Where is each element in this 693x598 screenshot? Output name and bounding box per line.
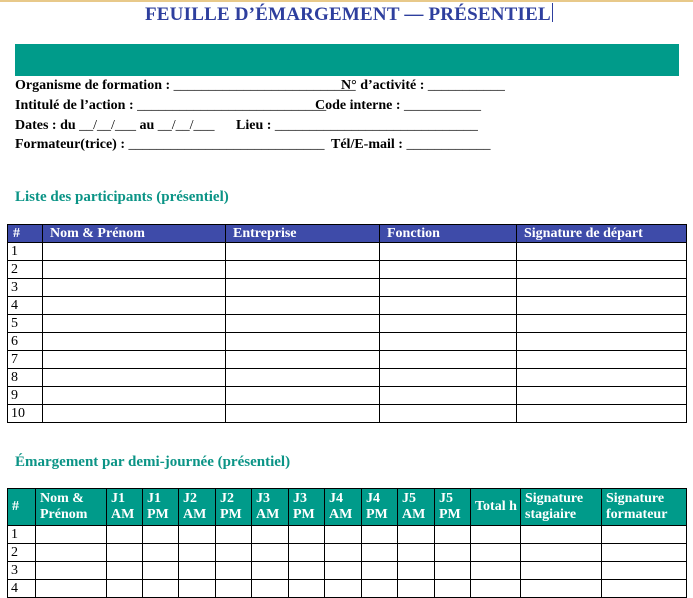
row-number: 1	[8, 243, 43, 261]
entry-cell[interactable]	[252, 526, 289, 544]
tel-blank[interactable]: ____________	[406, 137, 491, 152]
entry-cell[interactable]	[380, 387, 517, 405]
entry-cell[interactable]	[517, 297, 687, 315]
table-row	[8, 297, 687, 315]
entry-cell[interactable]	[289, 526, 325, 544]
entry-cell[interactable]	[471, 562, 521, 580]
field-tel-email	[331, 137, 490, 153]
dates-to-blank[interactable]: __/__/___	[157, 118, 215, 133]
table-row	[8, 387, 687, 405]
emargement-col-header: Signature stagiaire	[521, 489, 602, 526]
formateur-blank[interactable]: ____________________________	[128, 137, 325, 152]
participants-header-row	[8, 225, 687, 243]
entry-cell[interactable]	[43, 297, 226, 315]
entry-cell[interactable]	[521, 526, 602, 544]
entry-cell[interactable]	[43, 405, 226, 423]
entry-cell[interactable]	[380, 261, 517, 279]
entry-cell[interactable]	[517, 333, 687, 351]
entry-cell[interactable]	[517, 351, 687, 369]
organisme-label: Organisme de formation :	[15, 78, 171, 93]
entry-cell[interactable]	[252, 544, 289, 562]
emargement-col-header: J4 PM	[362, 489, 398, 526]
entry-cell[interactable]	[602, 580, 687, 598]
entry-cell[interactable]	[43, 243, 226, 261]
entry-cell[interactable]	[107, 580, 143, 598]
entry-cell[interactable]	[107, 544, 143, 562]
entry-cell[interactable]	[107, 562, 143, 580]
participants-heading: Liste des participants (présentiel)	[15, 189, 229, 205]
table-row	[8, 333, 687, 351]
row-number: 7	[8, 351, 43, 369]
emargement-col-header: Nom & Prénom	[36, 489, 107, 526]
entry-cell[interactable]	[380, 315, 517, 333]
entry-cell[interactable]	[143, 562, 179, 580]
entry-cell[interactable]	[216, 544, 252, 562]
entry-cell[interactable]	[43, 261, 226, 279]
activite-label: N° d’activité :	[341, 78, 425, 93]
entry-cell[interactable]	[517, 315, 687, 333]
emargement-col-header: J1 PM	[143, 489, 179, 526]
participants-col-header: Entreprise	[226, 225, 380, 243]
row-number: 9	[8, 387, 43, 405]
entry-cell[interactable]	[226, 297, 380, 315]
entry-cell[interactable]	[517, 387, 687, 405]
entry-cell[interactable]	[43, 315, 226, 333]
emargement-heading: Émargement par demi-journée (présentiel)	[15, 454, 291, 470]
entry-cell[interactable]	[325, 526, 362, 544]
emargement-col-header: J1 AM	[107, 489, 143, 526]
entry-cell[interactable]	[325, 544, 362, 562]
field-dates	[15, 118, 215, 134]
entry-cell[interactable]	[226, 333, 380, 351]
emargement-header-row	[8, 489, 687, 526]
entry-cell[interactable]	[143, 580, 179, 598]
entry-cell[interactable]	[398, 562, 435, 580]
entry-cell[interactable]	[143, 544, 179, 562]
table-row	[8, 562, 687, 580]
participants-col-header: Signature de départ	[517, 225, 687, 243]
emargement-col-header: J3 AM	[252, 489, 289, 526]
participants-col-header: Nom & Prénom	[43, 225, 226, 243]
table-row	[8, 544, 687, 562]
field-lieu	[236, 118, 478, 134]
page-top-border	[0, 0, 693, 2]
table-row	[8, 261, 687, 279]
emargement-col-header: Total h	[471, 489, 521, 526]
code-label: Code interne :	[315, 98, 401, 113]
intitule-blank[interactable]: ___________________________	[137, 98, 327, 113]
entry-cell[interactable]	[43, 333, 226, 351]
entry-cell[interactable]	[179, 544, 216, 562]
entry-cell[interactable]	[517, 369, 687, 387]
entry-cell[interactable]	[380, 369, 517, 387]
entry-cell[interactable]	[216, 526, 252, 544]
entry-cell[interactable]	[517, 405, 687, 423]
emargement-col-header: J2 AM	[179, 489, 216, 526]
row-number: 6	[8, 333, 43, 351]
entry-cell[interactable]	[521, 562, 602, 580]
dates-from-blank[interactable]: __/__/___	[79, 118, 136, 133]
entry-cell[interactable]	[289, 580, 325, 598]
emargement-col-header: #	[8, 489, 36, 526]
entry-cell[interactable]	[226, 351, 380, 369]
field-code-interne	[315, 98, 481, 114]
activite-blank[interactable]: ___________	[427, 78, 505, 93]
organisme-blank[interactable]: __________________________	[173, 78, 356, 93]
entry-cell[interactable]	[143, 526, 179, 544]
entry-cell[interactable]	[216, 562, 252, 580]
entry-cell[interactable]	[517, 279, 687, 297]
table-row	[8, 279, 687, 297]
entry-cell[interactable]	[602, 526, 687, 544]
dates-au-label: au	[139, 118, 155, 133]
title-text: FEUILLE D’ÉMARGEMENT — PRÉSENTIEL	[145, 4, 551, 25]
field-intitule	[15, 98, 326, 114]
row-number: 2	[8, 544, 36, 562]
row-number: 2	[8, 261, 43, 279]
entry-cell[interactable]	[380, 405, 517, 423]
entry-cell[interactable]	[471, 544, 521, 562]
entry-cell[interactable]	[43, 279, 226, 297]
row-number: 5	[8, 315, 43, 333]
table-row	[8, 580, 687, 598]
entry-cell[interactable]	[43, 387, 226, 405]
entry-cell[interactable]	[380, 279, 517, 297]
row-number: 8	[8, 369, 43, 387]
entry-cell[interactable]	[107, 526, 143, 544]
entry-cell[interactable]	[226, 405, 380, 423]
entry-cell[interactable]	[517, 261, 687, 279]
formateur-label: Formateur(trice) :	[15, 137, 125, 152]
entry-cell[interactable]	[226, 279, 380, 297]
entry-cell[interactable]	[325, 580, 362, 598]
table-row	[8, 369, 687, 387]
field-organisme	[15, 78, 356, 94]
entry-cell[interactable]	[362, 526, 398, 544]
dates-label: Dates : du	[15, 118, 76, 133]
row-number: 4	[8, 580, 36, 598]
code-blank[interactable]: ___________	[404, 98, 482, 113]
row-number: 3	[8, 279, 43, 297]
header-banner	[15, 44, 679, 76]
entry-cell[interactable]	[226, 387, 380, 405]
entry-cell[interactable]	[435, 526, 471, 544]
emargement-col-header: J3 PM	[289, 489, 325, 526]
entry-cell[interactable]	[521, 544, 602, 562]
entry-cell[interactable]	[380, 243, 517, 261]
intitule-label: Intitulé de l’action :	[15, 98, 134, 113]
entry-cell[interactable]	[471, 526, 521, 544]
entry-cell[interactable]	[435, 544, 471, 562]
entry-cell[interactable]	[43, 351, 226, 369]
entry-cell[interactable]	[380, 297, 517, 315]
emargement-col-header: J5 PM	[435, 489, 471, 526]
lieu-blank[interactable]: _____________________________	[274, 118, 478, 133]
entry-cell[interactable]	[362, 580, 398, 598]
participants-col-header: #	[8, 225, 43, 243]
lieu-label: Lieu :	[236, 118, 272, 133]
emargement-col-header: J2 PM	[216, 489, 252, 526]
entry-cell[interactable]	[398, 544, 435, 562]
entry-cell[interactable]	[216, 580, 252, 598]
row-number: 10	[8, 405, 43, 423]
entry-cell[interactable]	[43, 369, 226, 387]
entry-cell[interactable]	[226, 315, 380, 333]
participants-col-header: Fonction	[380, 225, 517, 243]
emargement-col-header: J5 AM	[398, 489, 435, 526]
entry-cell[interactable]	[289, 544, 325, 562]
table-row	[8, 351, 687, 369]
entry-cell[interactable]	[398, 526, 435, 544]
entry-cell[interactable]	[325, 562, 362, 580]
entry-cell[interactable]	[362, 562, 398, 580]
emargement-col-header: J4 AM	[325, 489, 362, 526]
entry-cell[interactable]	[226, 369, 380, 387]
entry-cell[interactable]	[517, 243, 687, 261]
entry-cell[interactable]	[362, 544, 398, 562]
text-cursor	[552, 3, 553, 22]
entry-cell[interactable]	[36, 526, 107, 544]
entry-cell[interactable]	[289, 562, 325, 580]
document-title[interactable]	[145, 3, 553, 26]
entry-cell[interactable]	[602, 544, 687, 562]
entry-cell[interactable]	[226, 243, 380, 261]
entry-cell[interactable]	[36, 562, 107, 580]
table-row	[8, 526, 687, 544]
emargement-table	[7, 488, 687, 598]
entry-cell[interactable]	[380, 351, 517, 369]
entry-cell[interactable]	[226, 261, 380, 279]
entry-cell[interactable]	[380, 333, 517, 351]
table-row	[8, 243, 687, 261]
entry-cell[interactable]	[252, 580, 289, 598]
participants-table	[7, 224, 687, 423]
table-row	[8, 405, 687, 423]
row-number: 3	[8, 562, 36, 580]
entry-cell[interactable]	[179, 562, 216, 580]
entry-cell[interactable]	[36, 544, 107, 562]
entry-cell[interactable]	[602, 562, 687, 580]
table-row	[8, 315, 687, 333]
entry-cell[interactable]	[36, 580, 107, 598]
emargement-col-header: Signature formateur	[602, 489, 687, 526]
entry-cell[interactable]	[435, 580, 471, 598]
row-number: 1	[8, 526, 36, 544]
entry-cell[interactable]	[471, 580, 521, 598]
field-activite	[341, 78, 505, 94]
field-formateur	[15, 137, 324, 153]
entry-cell[interactable]	[435, 562, 471, 580]
entry-cell[interactable]	[179, 580, 216, 598]
entry-cell[interactable]	[179, 526, 216, 544]
row-number: 4	[8, 297, 43, 315]
entry-cell[interactable]	[521, 580, 602, 598]
entry-cell[interactable]	[252, 562, 289, 580]
tel-label: Tél/E-mail :	[331, 137, 403, 152]
entry-cell[interactable]	[398, 580, 435, 598]
